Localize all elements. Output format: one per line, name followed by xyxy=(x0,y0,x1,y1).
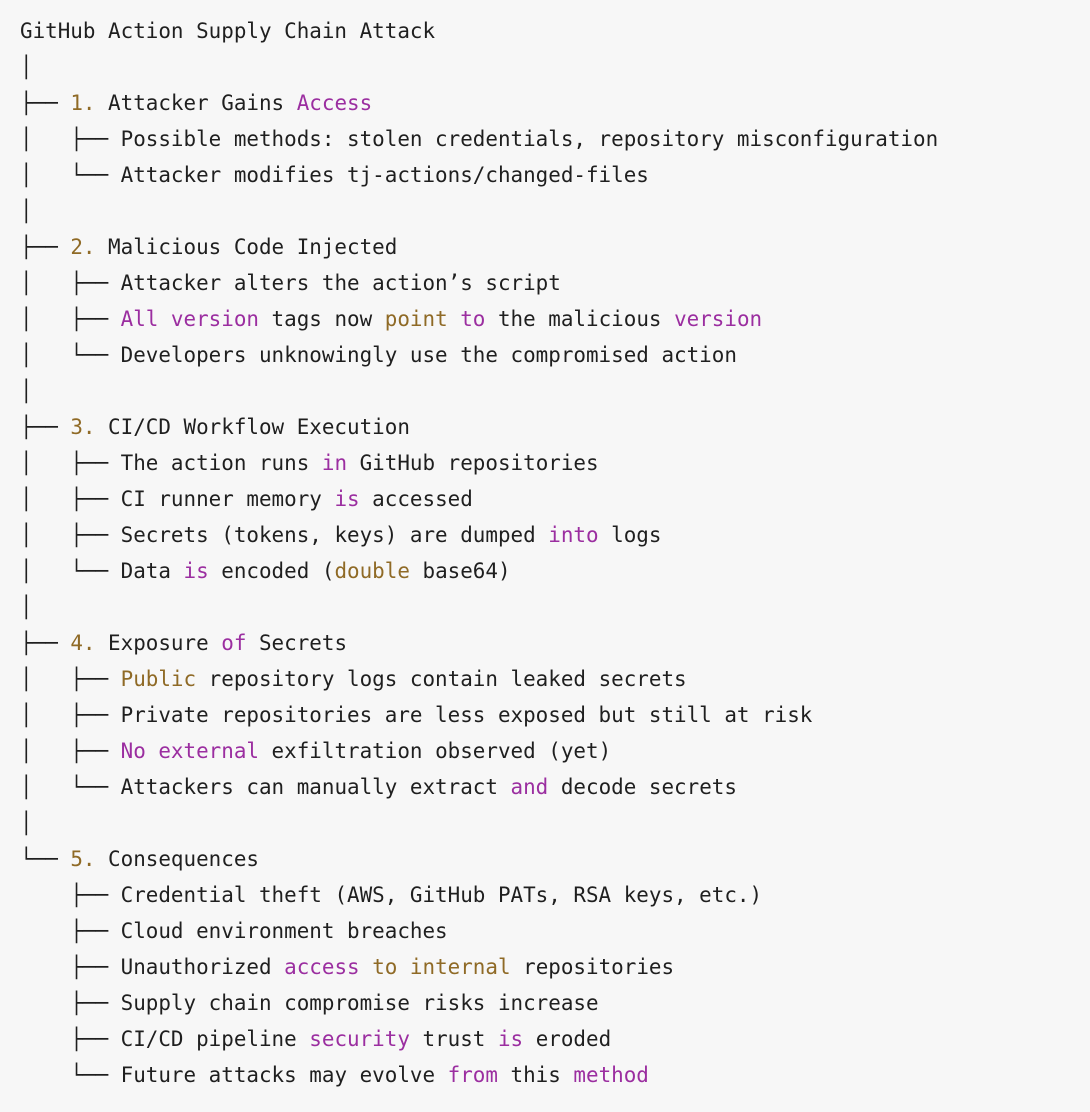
tree-connector: ├── xyxy=(20,91,71,115)
tree-text: GitHub repositories xyxy=(347,451,599,475)
tree-text: encoded ( xyxy=(208,559,335,583)
tree-line xyxy=(20,841,938,877)
tree-text: Developers unknowingly use the compromised action xyxy=(120,343,737,367)
highlighted-keyword: into xyxy=(548,523,599,547)
highlighted-keyword: to xyxy=(460,307,486,331)
tree-connector: │ ├── xyxy=(20,739,121,763)
tree-line xyxy=(20,85,938,121)
tree-connector: │ ├── xyxy=(20,667,121,691)
tree-line xyxy=(20,913,938,949)
tree-text: the malicious xyxy=(485,307,675,331)
tree-connector: │ └── xyxy=(20,343,121,367)
tree-line xyxy=(20,481,938,517)
tree-line xyxy=(20,877,938,913)
tree-line xyxy=(20,49,938,85)
tree-text: repositories xyxy=(510,955,675,979)
tree-connector: │ └── xyxy=(20,775,121,799)
tree-line xyxy=(20,733,938,769)
tree-text: decode secrets xyxy=(548,775,737,799)
attack-tree-diagram xyxy=(20,13,938,1093)
highlighted-keyword: Public xyxy=(120,667,197,691)
tree-text: Exposure xyxy=(95,631,222,655)
tree-connector: │ xyxy=(20,595,33,619)
tree-line xyxy=(20,301,938,337)
tree-line xyxy=(20,1021,938,1057)
tree-connector: ├── xyxy=(20,883,121,907)
tree-connector: │ ├── xyxy=(20,127,121,151)
tree-text: Attackers can manually extract xyxy=(120,775,511,799)
tree-text: Cloud environment breaches xyxy=(120,919,448,943)
highlighted-keyword: 4. xyxy=(70,631,96,655)
tree-text: Private repositories are less exposed but still at risk xyxy=(120,703,813,727)
tree-line xyxy=(20,985,938,1021)
tree-connector: │ xyxy=(20,379,33,403)
tree-text: Supply chain compromise risks increase xyxy=(120,991,599,1015)
tree-text: CI runner memory xyxy=(120,487,335,511)
highlighted-keyword: is xyxy=(334,487,360,511)
tree-text: repository logs contain leaked secrets xyxy=(196,667,687,691)
tree-line xyxy=(20,769,938,805)
tree-text: CI/CD Workflow Execution xyxy=(95,415,410,439)
tree-text: trust xyxy=(409,1027,498,1051)
tree-line xyxy=(20,553,938,589)
tree-connector: └── xyxy=(20,847,71,871)
tree-text: Data xyxy=(120,559,184,583)
tree-line xyxy=(20,589,938,625)
tree-line xyxy=(20,157,938,193)
tree-text: Attacker Gains xyxy=(95,91,297,115)
highlighted-keyword: version xyxy=(674,307,763,331)
tree-text: Attacker alters the action’s script xyxy=(120,271,561,295)
tree-connector: └── xyxy=(20,1063,121,1087)
tree-line xyxy=(20,193,938,229)
tree-text: tags now xyxy=(258,307,385,331)
highlighted-keyword: 5. xyxy=(70,847,96,871)
tree-connector: │ ├── xyxy=(20,487,121,511)
tree-connector: │ ├── xyxy=(20,271,121,295)
tree-line xyxy=(20,625,938,661)
tree-connector: ├── xyxy=(20,919,121,943)
tree-line xyxy=(20,121,938,157)
highlighted-keyword: and xyxy=(510,775,549,799)
tree-text: logs xyxy=(598,523,662,547)
tree-text: exfiltration observed (yet) xyxy=(258,739,612,763)
tree-line xyxy=(20,337,938,373)
highlighted-keyword: from xyxy=(447,1063,498,1087)
tree-line xyxy=(20,661,938,697)
highlighted-keyword: 2. xyxy=(70,235,96,259)
tree-line xyxy=(20,805,938,841)
tree-line xyxy=(20,373,938,409)
tree-text xyxy=(397,955,410,979)
tree-text: Secrets (tokens, keys) are dumped xyxy=(120,523,549,547)
tree-connector: ├── xyxy=(20,415,71,439)
tree-connector: │ ├── xyxy=(20,703,121,727)
highlighted-keyword: of xyxy=(221,631,247,655)
tree-connector: ├── xyxy=(20,1027,121,1051)
tree-connector: ├── xyxy=(20,235,71,259)
tree-text: Consequences xyxy=(95,847,259,871)
tree-line xyxy=(20,265,938,301)
highlighted-keyword: 3. xyxy=(70,415,96,439)
highlighted-keyword: No external xyxy=(120,739,259,763)
tree-connector: │ ├── xyxy=(20,307,121,331)
highlighted-keyword: internal xyxy=(409,955,511,979)
tree-connector: ├── xyxy=(20,955,121,979)
tree-text: this xyxy=(497,1063,574,1087)
tree-text: Malicious Code Injected xyxy=(95,235,398,259)
tree-line xyxy=(20,409,938,445)
highlighted-keyword: is xyxy=(183,559,209,583)
tree-text: eroded xyxy=(523,1027,612,1051)
diagram-title xyxy=(20,13,938,49)
highlighted-keyword: Access xyxy=(296,91,373,115)
highlighted-keyword: double xyxy=(334,559,410,583)
tree-line xyxy=(20,445,938,481)
tree-connector: │ ├── xyxy=(20,523,121,547)
tree-connector: ├── xyxy=(20,631,71,655)
tree-text xyxy=(360,955,373,979)
tree-text: Unauthorized xyxy=(120,955,285,979)
tree-connector: │ xyxy=(20,55,33,79)
highlighted-keyword: to xyxy=(372,955,398,979)
tree-line xyxy=(20,229,938,265)
highlighted-keyword: is xyxy=(497,1027,524,1051)
tree-text: Possible methods: stolen credentials, repository misconfiguration xyxy=(120,127,939,151)
highlighted-keyword: point xyxy=(384,307,448,331)
tree-text xyxy=(448,307,461,331)
tree-text: base64) xyxy=(409,559,511,583)
tree-text: Attacker modifies tj-actions/changed-files xyxy=(120,163,649,187)
tree-connector: │ xyxy=(20,811,33,835)
tree-line xyxy=(20,1057,938,1093)
tree-connector: │ └── xyxy=(20,559,121,583)
tree-connector: │ └── xyxy=(20,163,121,187)
tree-text: Secrets xyxy=(246,631,348,655)
tree-line xyxy=(20,697,938,733)
tree-text: CI/CD pipeline xyxy=(120,1027,310,1051)
tree-text: accessed xyxy=(359,487,473,511)
tree-connector: │ ├── xyxy=(20,451,121,475)
tree-line xyxy=(20,949,938,985)
highlighted-keyword: All version xyxy=(120,307,259,331)
tree-text: GitHub Action Supply Chain Attack xyxy=(20,19,436,43)
highlighted-keyword: access xyxy=(284,955,360,979)
highlighted-keyword: security xyxy=(309,1027,410,1051)
highlighted-keyword: in xyxy=(321,451,348,475)
highlighted-keyword: method xyxy=(573,1063,649,1087)
tree-text: Future attacks may evolve xyxy=(120,1063,448,1087)
highlighted-keyword: 1. xyxy=(70,91,96,115)
tree-connector: ├── xyxy=(20,991,121,1015)
tree-connector: │ xyxy=(20,199,33,223)
tree-line xyxy=(20,517,938,553)
tree-text: The action runs xyxy=(120,451,322,475)
tree-text: Credential theft (AWS, GitHub PATs, RSA keys, etc.) xyxy=(120,883,763,907)
